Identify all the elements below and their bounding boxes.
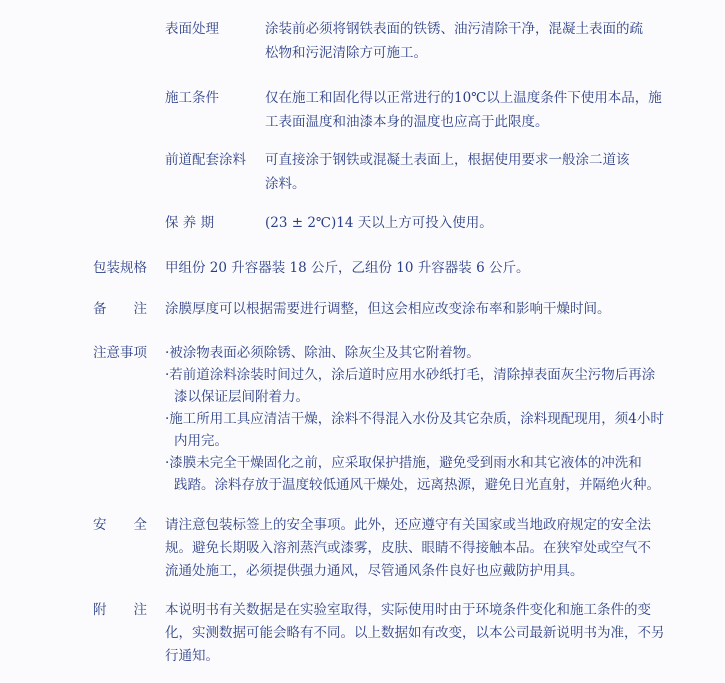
section-text-line: 工表面温度和油漆本身的温度也应高于此限度。	[265, 114, 549, 130]
section-text-line: 本说明书有关数据是在实验室取得，实际使用时由于环境条件变化和施工条件的变	[165, 602, 651, 618]
section-text-line: 请注意包装标签上的安全事项。此外，还应遵守有关国家或当地政府规定的安全法	[165, 517, 651, 533]
section-text-line: 行通知。	[165, 648, 219, 664]
section-text-line: 流通处施工，必须提供强力通风，尽管通风条件良好也应戴防护用具。	[165, 563, 584, 579]
section-label-application-conditions: 施工条件	[165, 90, 219, 106]
section-text-line: 规。避免长期吸入溶剂蒸汽或漆雾，皮肤、眼睛不得接触本品。在狭窄处或空气不	[165, 540, 651, 556]
section-text-line: 可直接涂于钢铁或混凝土表面上，根据使用要求一般涂二道该	[265, 152, 630, 168]
section-text-line: 化，实测数据可能会略有不同。以上数据如有改变，以本公司最新说明书为准，不另	[165, 625, 665, 641]
section-label-primer: 前道配套涂料	[165, 152, 246, 168]
section-text-line: 涂装前必须将钢铁表面的铁锈、油污清除干净，混凝土表面的疏	[265, 21, 643, 37]
section-label-precautions: 注意事项	[93, 345, 147, 361]
section-label-packaging: 包装规格	[93, 260, 147, 276]
section-text-line: 践踏。涂料存放于温度较低通风干燥处，远离热源，避免日光直射，并隔绝火种。	[174, 477, 660, 493]
section-label-remarks: 备 注	[93, 301, 147, 317]
section-text-line: 仅在施工和固化得以正常进行的10℃以上温度条件下使用本品，施	[265, 90, 662, 106]
section-label-safety: 安 全	[93, 517, 147, 533]
section-label-curing-period: 保 养 期	[165, 215, 215, 231]
section-text-line: 涂膜厚度可以根据需要进行调整，但这会相应改变涂布率和影响干燥时间。	[165, 301, 611, 317]
section-text-line: 漆以保证层间附着力。	[174, 389, 309, 405]
section-text-line: ·被涂物表面必须除锈、除油、除灰尘及其它附着物。	[165, 345, 480, 361]
section-text-line: 内用完。	[174, 433, 228, 449]
section-label-surface-treatment: 表面处理	[165, 21, 219, 37]
section-text-line: 松物和污泥清除方可施工。	[265, 45, 427, 61]
section-label-notes: 附 注	[93, 602, 147, 618]
section-text-line: ·若前道涂料涂装时间过久，涂后道时应用水砂纸打毛，清除掉表面灰尘污物后再涂	[165, 367, 656, 383]
section-text-line: 涂料。	[265, 176, 306, 192]
section-text-line: (23 ± 2℃)14 天以上方可投入使用。	[265, 215, 493, 231]
section-text-line: 甲组份 20 升容器装 18 公斤，乙组份 10 升容器装 6 公斤。	[165, 260, 530, 276]
section-text-line: ·漆膜未完全干燥固化之前，应采取保护措施，避免受到雨水和其它液体的冲洗和	[165, 455, 642, 471]
section-text-line: ·施工所用工具应清洁干燥，涂料不得混入水份及其它杂质，涂料现配现用，须4小时	[165, 411, 664, 427]
